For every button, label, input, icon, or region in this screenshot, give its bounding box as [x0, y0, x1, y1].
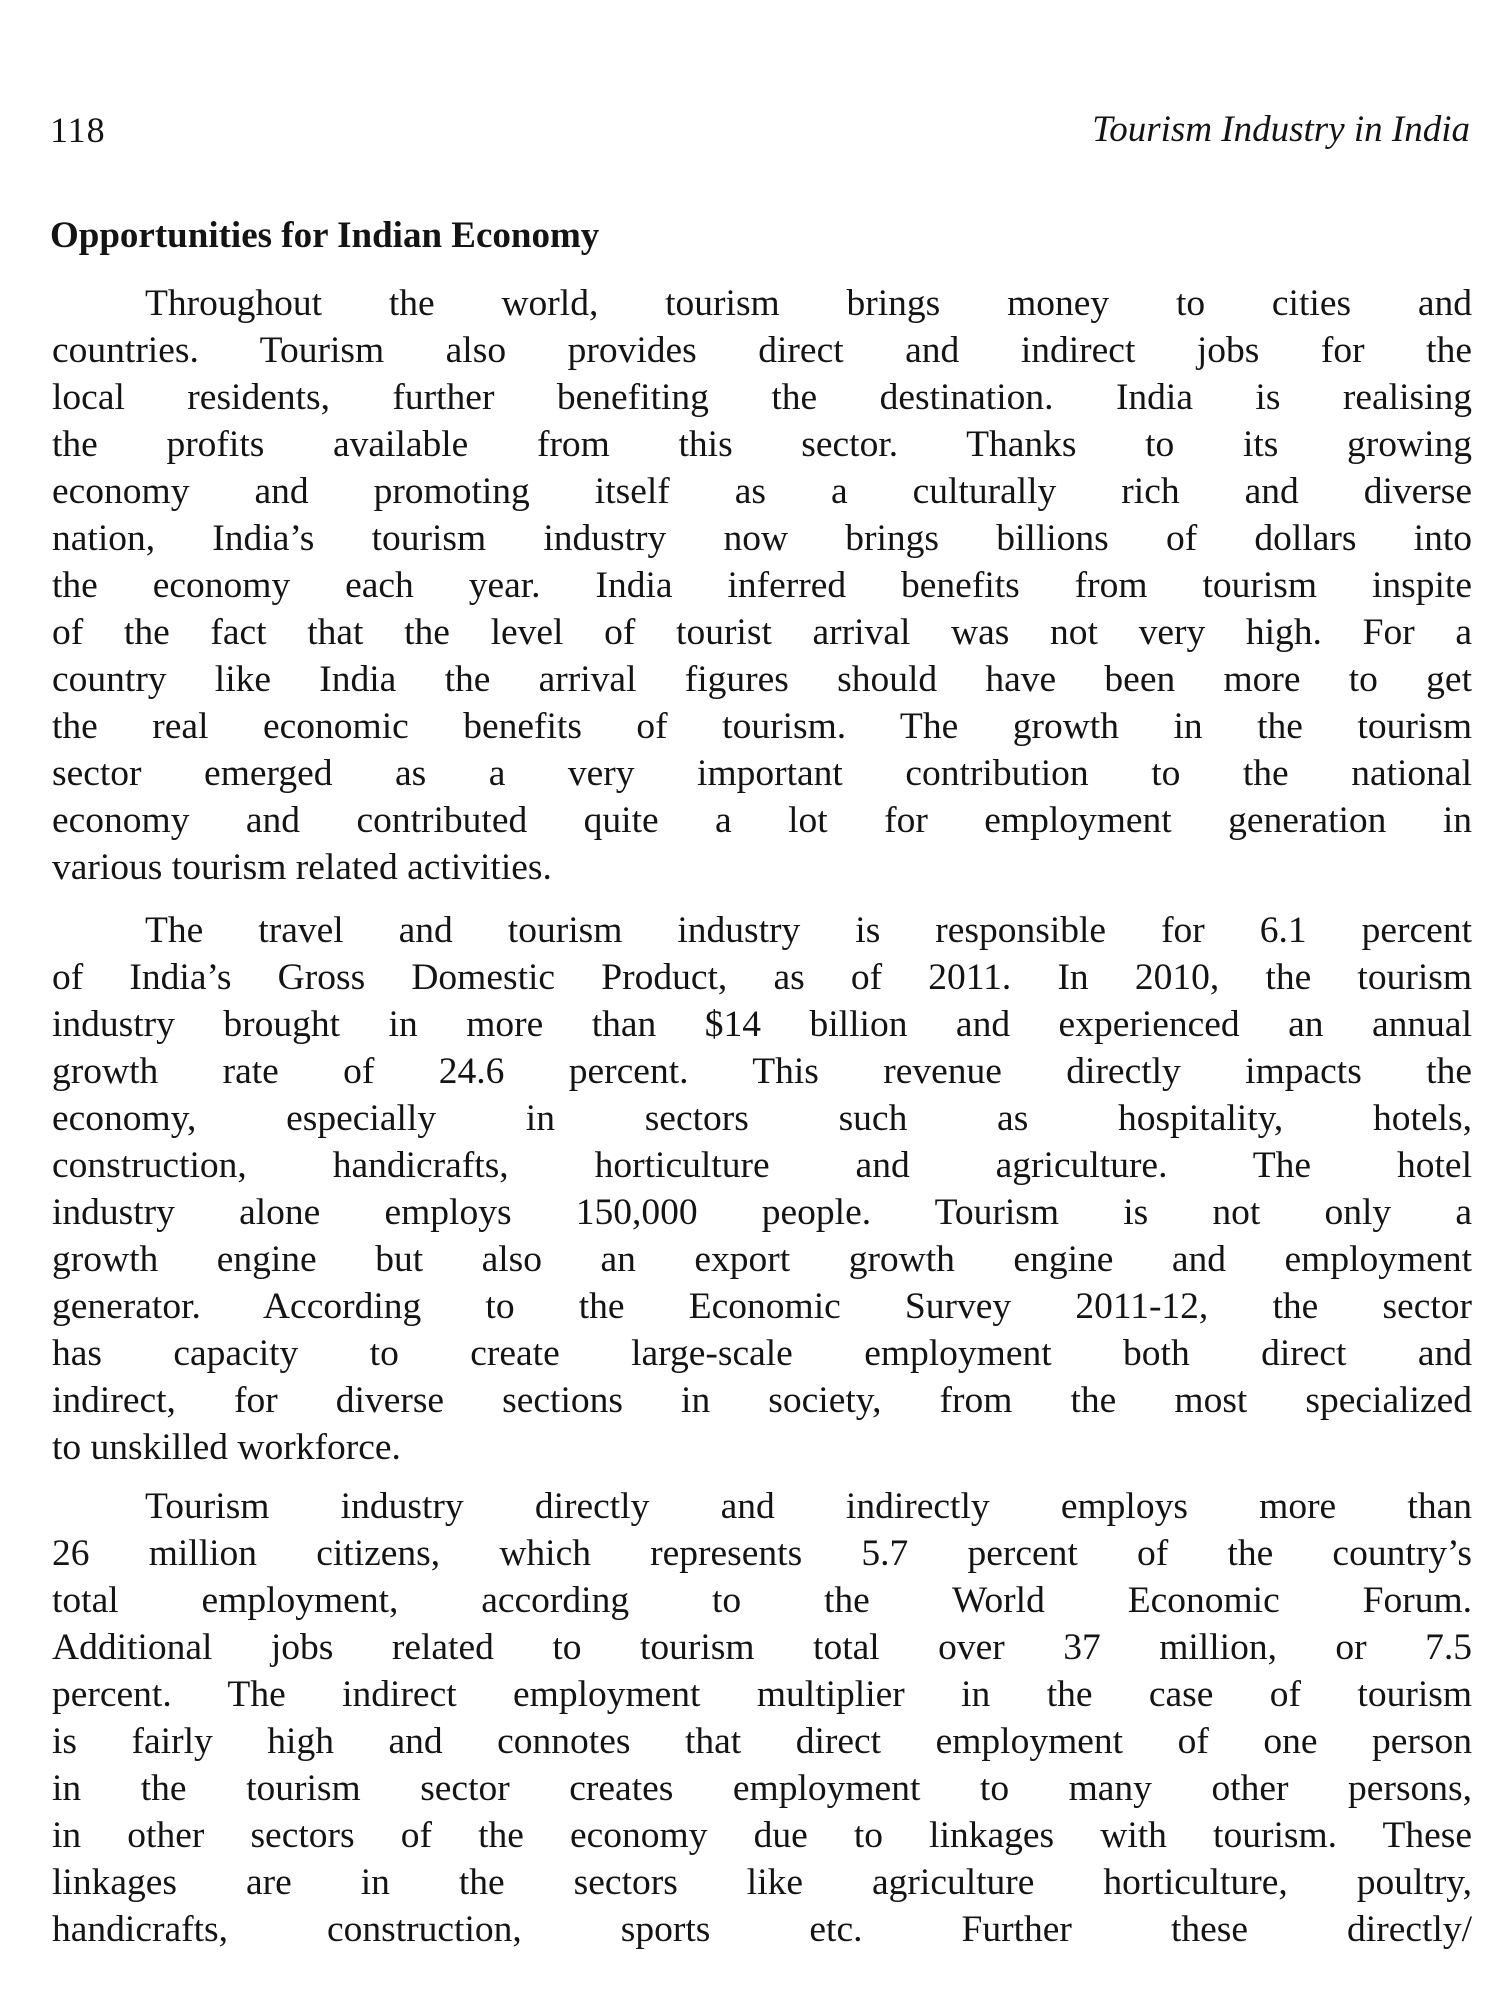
text-line: industry alone employs 150,000 people. Tourism is not only a — [52, 1192, 1472, 1233]
text-line: various tourism related activities. — [52, 847, 552, 888]
running-title: Tourism Industry in India — [1092, 109, 1470, 150]
text-line: in other sectors of the economy due to linkages with tourism. These — [52, 1815, 1472, 1856]
text-line: economy and contributed quite a lot for employment generation in — [52, 800, 1472, 841]
text-line: economy, especially in sectors such as hospitality, hotels, — [52, 1098, 1472, 1139]
text-line: generator. According to the Economic Survey 2011-12, the sector — [52, 1286, 1472, 1327]
text-line: 26 million citizens, which represents 5.7 percent of the country’s — [52, 1533, 1472, 1574]
text-line: has capacity to create large-scale employment both direct and — [52, 1333, 1472, 1374]
text-line: handicrafts, construction, sports etc. Further these directly/ — [52, 1909, 1472, 1950]
text-line: economy and promoting itself as a culturally rich and diverse — [52, 471, 1472, 512]
text-line: linkages are in the sectors like agriculture horticulture, poultry, — [52, 1862, 1472, 1903]
paragraph-opportunities — [52, 280, 1472, 891]
text-line: indirect, for diverse sections in society, from the most specialized — [52, 1380, 1472, 1421]
text-line: sector emerged as a very important contribution to the national — [52, 753, 1472, 794]
text-line: the real economic benefits of tourism. The growth in the tourism — [52, 706, 1472, 747]
text-line: total employment, according to the World Economic Forum. — [52, 1580, 1472, 1621]
text-line: country like India the arrival figures should have been more to get — [52, 659, 1472, 700]
text-line: of the fact that the level of tourist arrival was not very high. For a — [52, 612, 1472, 653]
text-line: local residents, further benefiting the destination. India is realising — [52, 377, 1472, 418]
running-header — [50, 100, 1470, 160]
text-line: growth rate of 24.6 percent. This revenue directly impacts the — [52, 1051, 1472, 1092]
paragraph-gdp-contribution — [52, 907, 1472, 1471]
text-line: construction, handicrafts, horticulture and agriculture. The hotel — [52, 1145, 1472, 1186]
text-line: The travel and tourism industry is responsible for 6.1 percent — [145, 910, 1472, 951]
text-line: nation, India’s tourism industry now brings billions of dollars into — [52, 518, 1472, 559]
text-line: is fairly high and connotes that direct employment of one person — [52, 1721, 1472, 1762]
text-line: countries. Tourism also provides direct and indirect jobs for the — [52, 330, 1472, 371]
text-line: industry brought in more than $14 billion and experienced an annual — [52, 1004, 1472, 1045]
text-line: the economy each year. India inferred benefits from tourism inspite — [52, 565, 1472, 606]
text-line: in the tourism sector creates employment to many other persons, — [52, 1768, 1472, 1809]
page-number: 118 — [50, 110, 106, 150]
section-heading: Opportunities for Indian Economy — [50, 215, 600, 256]
text-line: Throughout the world, tourism brings money to cities and — [145, 283, 1472, 324]
text-line: growth engine but also an export growth engine and employment — [52, 1239, 1472, 1280]
text-line: the profits available from this sector. Thanks to its growing — [52, 424, 1472, 465]
text-line: percent. The indirect employment multiplier in the case of tourism — [52, 1674, 1472, 1715]
text-line: of India’s Gross Domestic Product, as of 2011. In 2010, the tourism — [52, 957, 1472, 998]
text-line: Additional jobs related to tourism total over 37 million, or 7.5 — [52, 1627, 1472, 1668]
text-line: Tourism industry directly and indirectly employs more than — [145, 1486, 1472, 1527]
text-line: to unskilled workforce. — [52, 1427, 401, 1468]
paragraph-employment — [52, 1483, 1472, 1953]
